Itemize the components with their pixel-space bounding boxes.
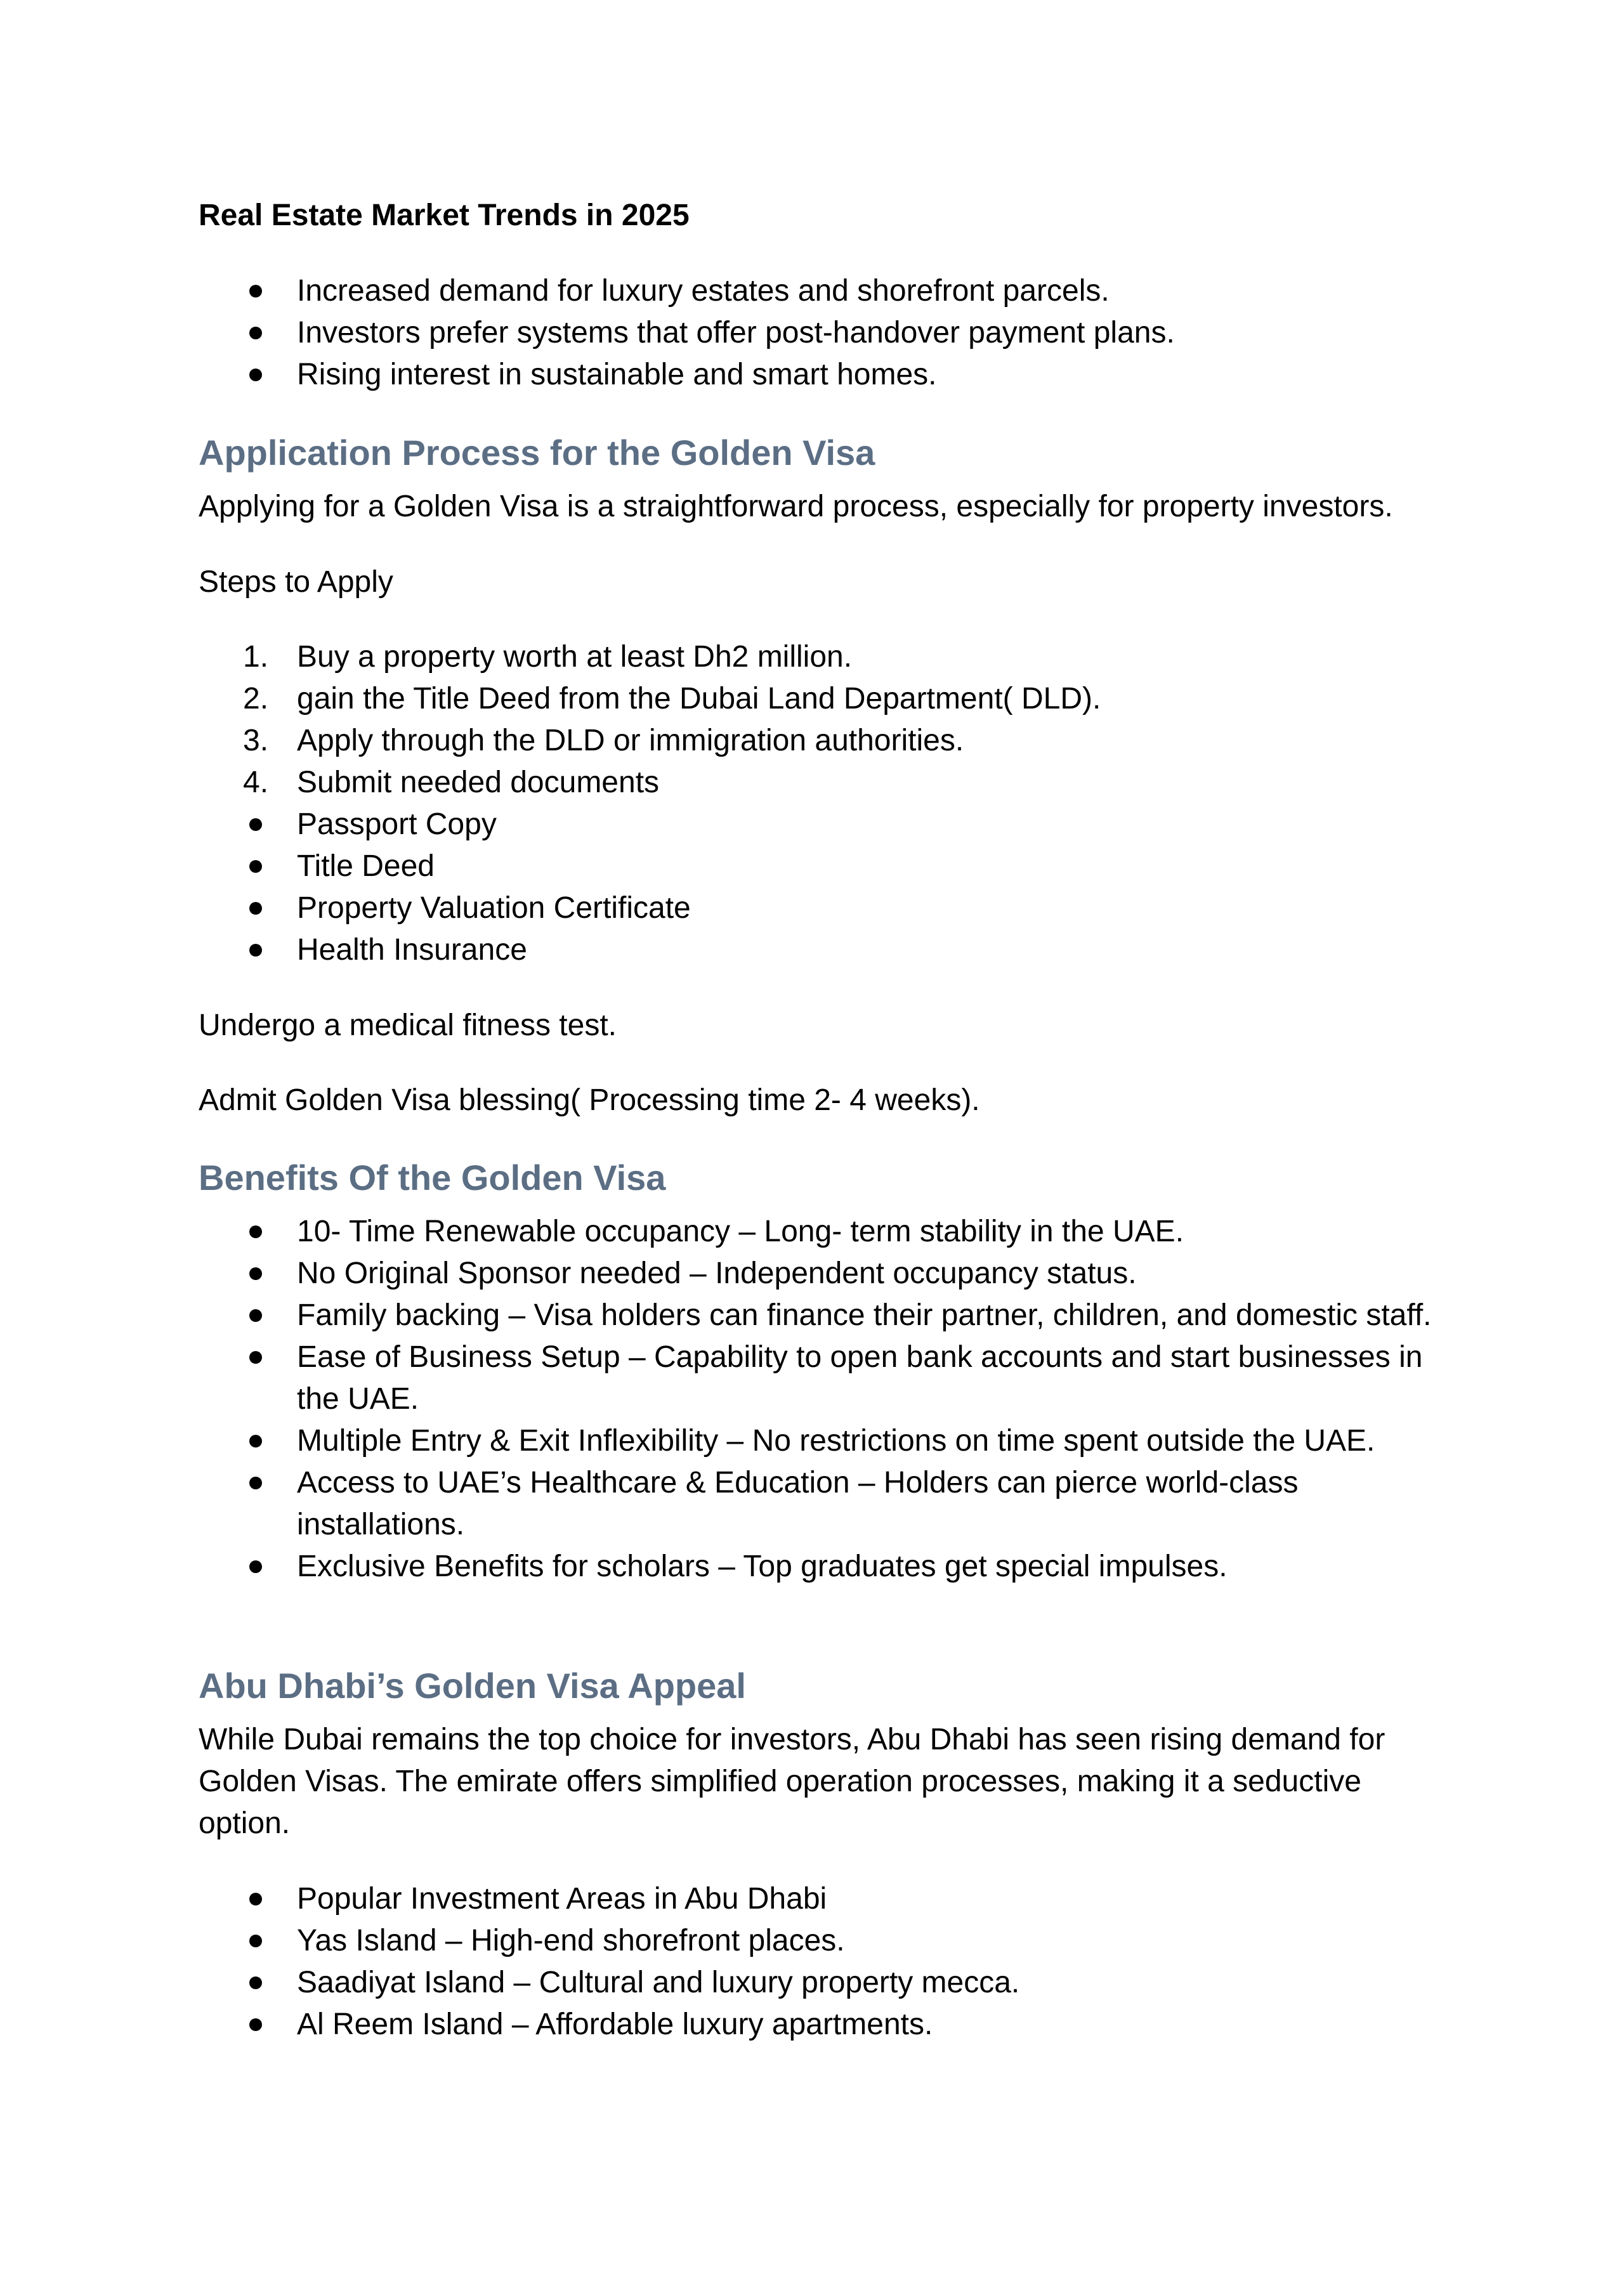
list-item: Ease of Business Setup – Capability to open bank accounts and start businesses in the UAE. [199,1336,1442,1420]
step-number: 3. [243,724,269,757]
market-trends-list [199,270,1442,396]
list-item: Title Deed [199,846,1442,887]
admit-text: Admit Golden Visa blessing( Processing time 2- 4 weeks). [199,1083,980,1117]
list-item: Al Reem Island – Affordable luxury apartments. [199,2004,1442,2046]
benefits-heading: Benefits Of the Golden Visa [199,1158,666,1198]
bullet-icon [249,1267,262,1280]
step-item: 2. gain the Title Deed from the Dubai Land Department( DLD). [199,678,1442,720]
bullet-icon [249,1976,262,1989]
bullet-icon [249,1225,262,1238]
list-item: Access to UAE’s Healthcare & Education – Holders can pierce world-class installations. [199,1462,1442,1546]
bullet-icon [249,818,262,831]
bullet-icon [249,902,262,915]
list-item: Saadiyat Island – Cultural and luxury property mecca. [199,1962,1442,2004]
benefits-list [199,1211,1442,1588]
bullet-icon [249,1351,262,1364]
abu-dhabi-intro: While Dubai remains the top choice for investors, Abu Dhabi has seen rising demand for Golden Visas. The emirate offers simplified operation processes, making it a seductive option. [199,1723,1385,1840]
bullet-icon [249,369,262,381]
list-item: No Original Sponsor needed – Independent occupancy status. [199,1253,1442,1295]
medical-test-text: Undergo a medical fitness test. [199,1009,617,1042]
bullet-icon [249,1560,262,1573]
bullet-icon [249,1477,262,1489]
abu-dhabi-list [199,1878,1442,2046]
list-item: Family backing – Visa holders can finance their partner, children, and domestic staff. [199,1295,1442,1336]
step-item: 4. Submit needed documents [199,762,1442,804]
list-item: Property Valuation Certificate [199,887,1442,929]
step-item: 3. Apply through the DLD or immigration authorities. [199,720,1442,762]
application-intro: Applying for a Golden Visa is a straightforward process, especially for property investors. [199,490,1393,523]
bullet-icon [249,944,262,957]
list-item: 10- Time Renewable occupancy – Long- term stability in the UAE. [199,1211,1442,1253]
bullet-icon [249,285,262,297]
abu-dhabi-heading: Abu Dhabi’s Golden Visa Appeal [199,1666,746,1706]
steps-list [199,636,1442,804]
bullet-icon [249,1309,262,1322]
bullet-icon [249,1935,262,1947]
documents-list [199,804,1442,971]
list-item: Passport Copy [199,804,1442,846]
market-trends-title: Real Estate Market Trends in 2025 [199,199,690,232]
bullet-icon [249,1435,262,1447]
list-item: Yas Island – High-end shorefront places. [199,1920,1442,1962]
list-item: Rising interest in sustainable and smart homes. [199,354,1442,396]
list-item: Multiple Entry & Exit Inflexibility – No restrictions on time spent outside the UAE. [199,1420,1442,1462]
list-item: Health Insurance [199,929,1442,971]
list-item: Exclusive Benefits for scholars – Top graduates get special impulses. [199,1546,1442,1588]
bullet-icon [249,1893,262,1905]
steps-label: Steps to Apply [199,565,393,599]
bullet-icon [249,860,262,873]
step-item: 1. Buy a property worth at least Dh2 million. [199,636,1442,678]
step-number: 1. [243,640,269,674]
step-number: 2. [243,682,269,715]
list-item: Popular Investment Areas in Abu Dhabi [199,1878,1442,1920]
list-item: Investors prefer systems that offer post-handover payment plans. [199,312,1442,354]
bullet-icon [249,327,262,339]
step-number: 4. [243,766,269,799]
bullet-icon [249,2018,262,2031]
list-item: Increased demand for luxury estates and shorefront parcels. [199,270,1442,312]
application-heading: Application Process for the Golden Visa [199,433,875,473]
